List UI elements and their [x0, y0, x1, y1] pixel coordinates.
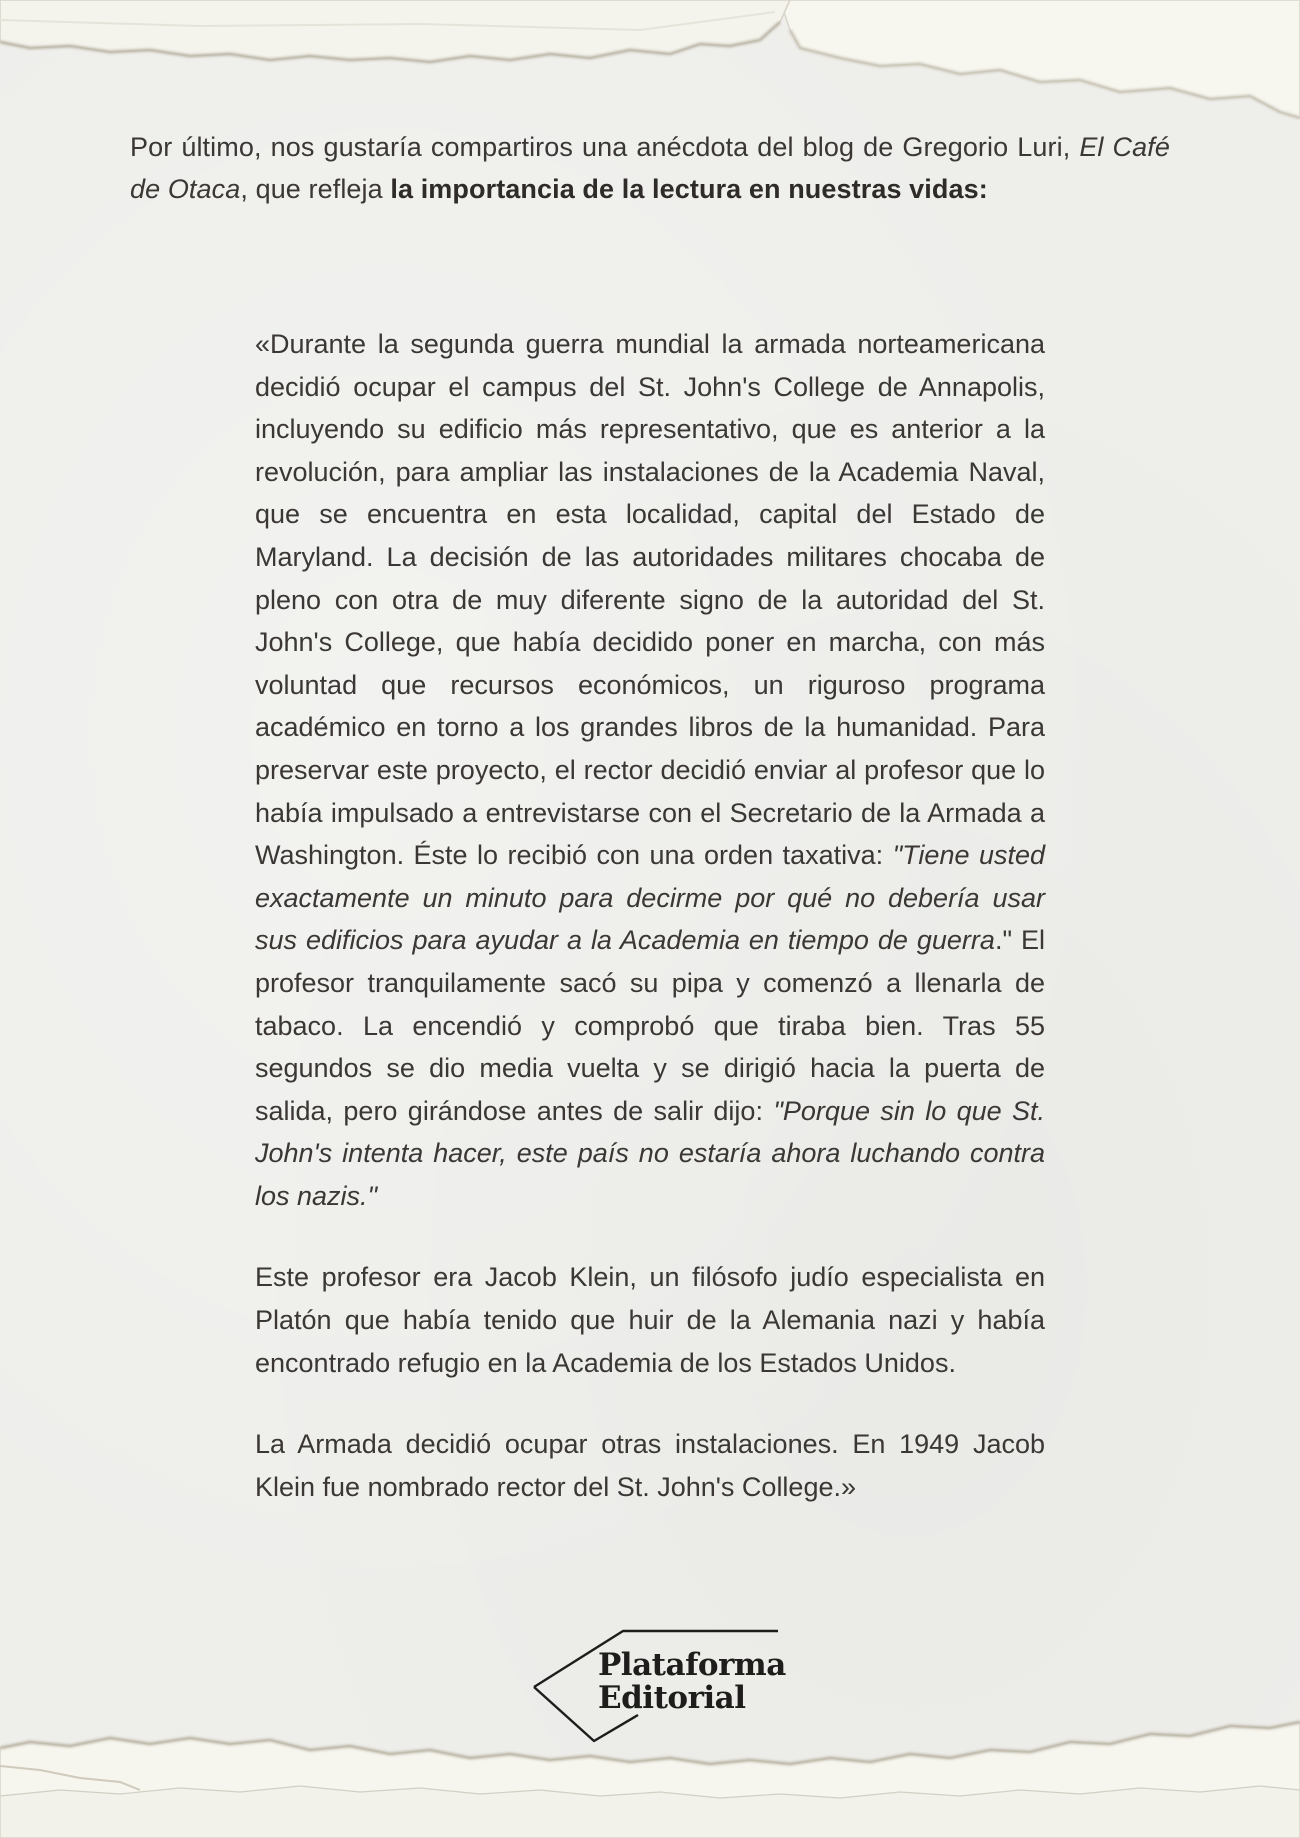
logo-wordmark [598, 1649, 786, 1715]
blog-title: El Café de Otaca [130, 132, 1170, 204]
intro-highlight: la importancia de la lectura en nuestras vidas: [390, 174, 988, 204]
plataforma-editorial-logo [528, 1627, 788, 1745]
quote-p1-professor-speech: "Porque sin lo que St. John's intenta hacer, este país no estaría ahora luchando contra los nazis." [255, 1095, 1045, 1211]
intro-paragraph [130, 126, 1170, 210]
quote-paragraph-3: La Armada decidió ocupar otras instalaciones. En 1949 Jacob Klein fue nombrado rector del St. John's College.» [255, 1429, 1045, 1502]
quote-paragraph-1 [255, 323, 1045, 1217]
logo-line-1: Plataforma [598, 1647, 786, 1683]
logo-line-2: Editorial [598, 1680, 746, 1716]
anecdote-quote [255, 323, 1045, 1508]
quote-p1-secretary-speech: "Tiene usted exactamente un minuto para decirme por qué no debería usar sus edificios para ayudar a la Academia en tiempo de guerra [255, 840, 1045, 956]
intro-lead: Por último, nos gustaría compartiros una anécdota del blog de Gregorio Luri, [130, 132, 1080, 162]
intro-middle: , que refleja [240, 174, 391, 204]
quote-p1-text-a: «Durante la segunda guerra mundial la armada norteamericana decidió ocupar el campus del St. John's College de Annapolis, incluyendo su edificio más representativo, que es anterior a la revolución, para ampliar las instalaciones de la Academia Naval, que se encuentra en esta localidad, capital del Estado de Maryland. La decisión de las autoridades militares chocaba de pleno con otra de muy diferente signo de la autoridad del St. John's College, que había decidido poner en marcha, con más voluntad que recursos económicos, un riguroso programa académico en torno a los grandes libros de la humanidad. Para preservar este proyecto, el rector decidió enviar al profesor que lo había impulsado a entrevistarse con el Secretario de la Armada a Washington. Éste lo recibió con una orden taxativa: [255, 329, 1045, 871]
quote-p1-text-c: ." El profesor tranquilamente sacó su pipa y comenzó a llenarla de tabaco. La encendió y comprobó que tiraba bien. Tras 55 segundos se dio media vuelta y se dirigió hacia la puerta de salida, pero girándose antes de salir dijo: [255, 925, 1045, 1126]
quote-paragraph-2: Este profesor era Jacob Klein, un filósofo judío especialista en Platón que había tenido que huir de la Alemania nazi y había encontrado refugio en la Academia de los Estados Unidos. [255, 1262, 1045, 1378]
